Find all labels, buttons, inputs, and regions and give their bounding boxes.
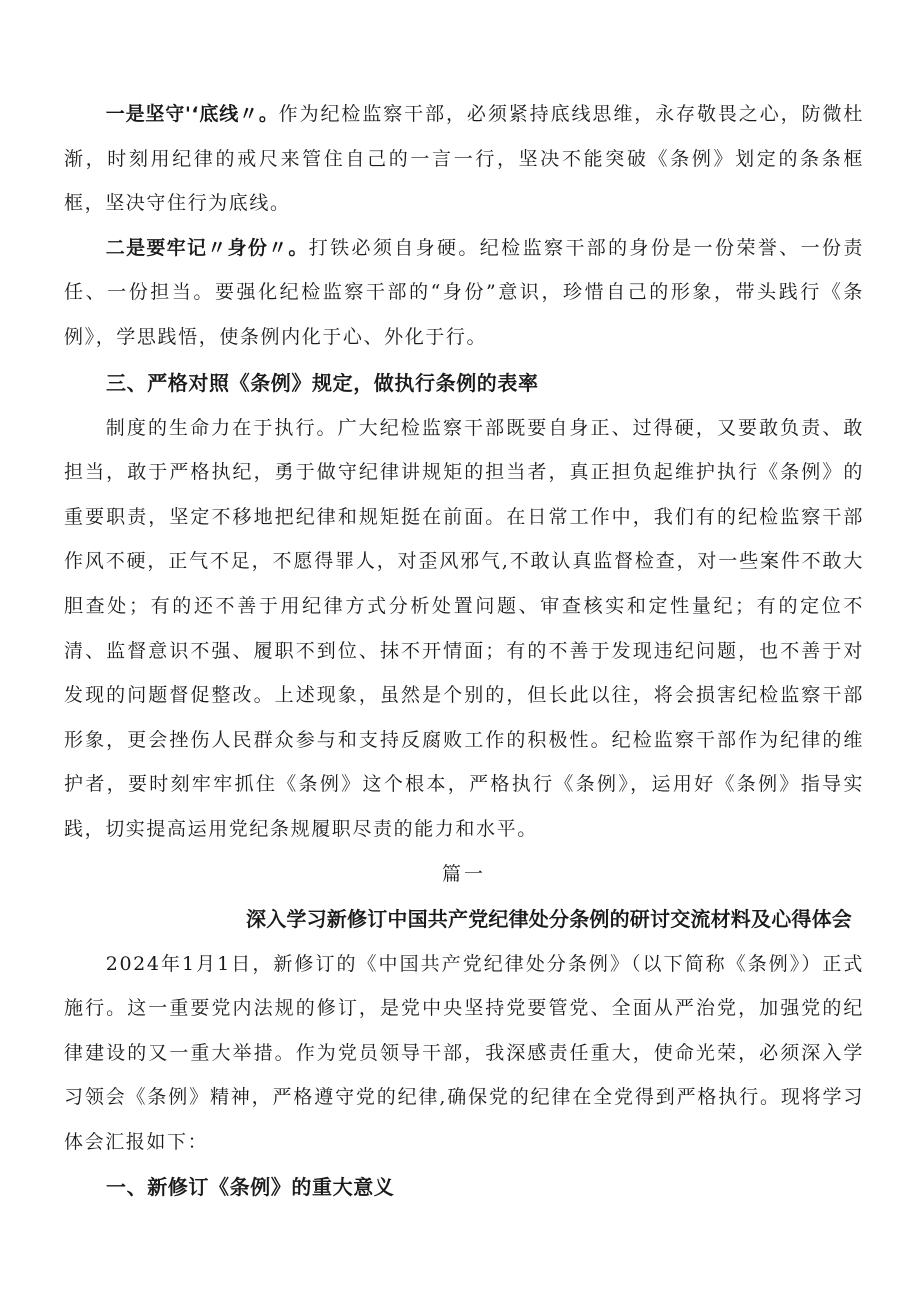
section-three-heading: 三、严格对照《条例》规定，做执行条例的表率 xyxy=(106,370,539,395)
article-title: 深入学习新修订中国共产党纪律处分条例的研讨交流材料及心得体会 xyxy=(246,906,852,931)
paragraph-bottom-line xyxy=(64,92,864,226)
section-three-paragraph: 制度的生命力在于执行。广大纪检监察干部既要自身正、过得硬，又要敢负责、敢担当，敢于严格执纪，勇于做守纪律讲规矩的担当者，真正担负起维护执行《条例》的重要职责，坚定不移地把纪律和规矩挺在前面。在日常工作中，我们有的纪检监察干部作风不硬，正气不足，不愿得罪人，对歪风邪气,不敢认真监督检查，对一些案件不敢大胆查处；有的还不善于用纪律方式分析处置问题、审查核实和定性量纪；有的定位不清、监督意识不强、履职不到位、抹不开情面；有的不善于发现违纪问题，也不善于对发现的问题督促整改。上述现象，虽然是个别的，但长此以往，将会损害纪检监察干部形象，更会挫伤人民群众参与和支持反腐败工作的积极性。纪检监察干部作为纪律的维护者，要时刻牢牢抓住《条例》这个根本，严格执行《条例》，运用好《条例》指导实践，切实提高运用党纪条规履职尽责的能力和水平。 xyxy=(64,416,864,840)
section-one-heading: 一、新修订《条例》的重大意义 xyxy=(106,1175,395,1200)
part-label: 篇一 xyxy=(441,862,486,885)
lead-identity: 二是要牢记〃身份〃。 xyxy=(105,236,309,259)
paragraph-bottom-line-body: 作为纪检监察干部，必须紧持底线思维，永存敬畏之心，防微杜渐，时刻用纪律的戒尺来管住自己的一言一行，坚决不能突破《条例》划定的条条框框，坚决守住行为底线。 xyxy=(64,103,864,215)
document-page xyxy=(64,92,864,1210)
paragraph-identity-body: 打铁必须自身硬。纪检监察干部的身份是一份荣誉、一份责任、一份担当。要强化纪检监察干部的“身份”意识，珍惜自己的形象，带头践行《条例》，学思践悟，使条例内化于心、外化于行。 xyxy=(64,236,864,348)
lead-bottom-line: 一是坚守'‘底线〃。 xyxy=(105,103,279,125)
intro-paragraph: 2024年1月1日，新修订的《中国共产党纪律处分条例》（以下简称《条例》）正式施行。这一重要党内法规的修订，是党中央坚持党要管党、全面从严治党，加强党的纪律建设的又一重大举措。作为党员领导干部，我深感责任重大，使命光荣，必须深入学习领会《条例》精神，严格遵守党的纪律,确保党的纪律在全党得到严格执行。现将学习体会汇报如下： xyxy=(64,952,864,1153)
paragraph-identity xyxy=(64,226,864,360)
